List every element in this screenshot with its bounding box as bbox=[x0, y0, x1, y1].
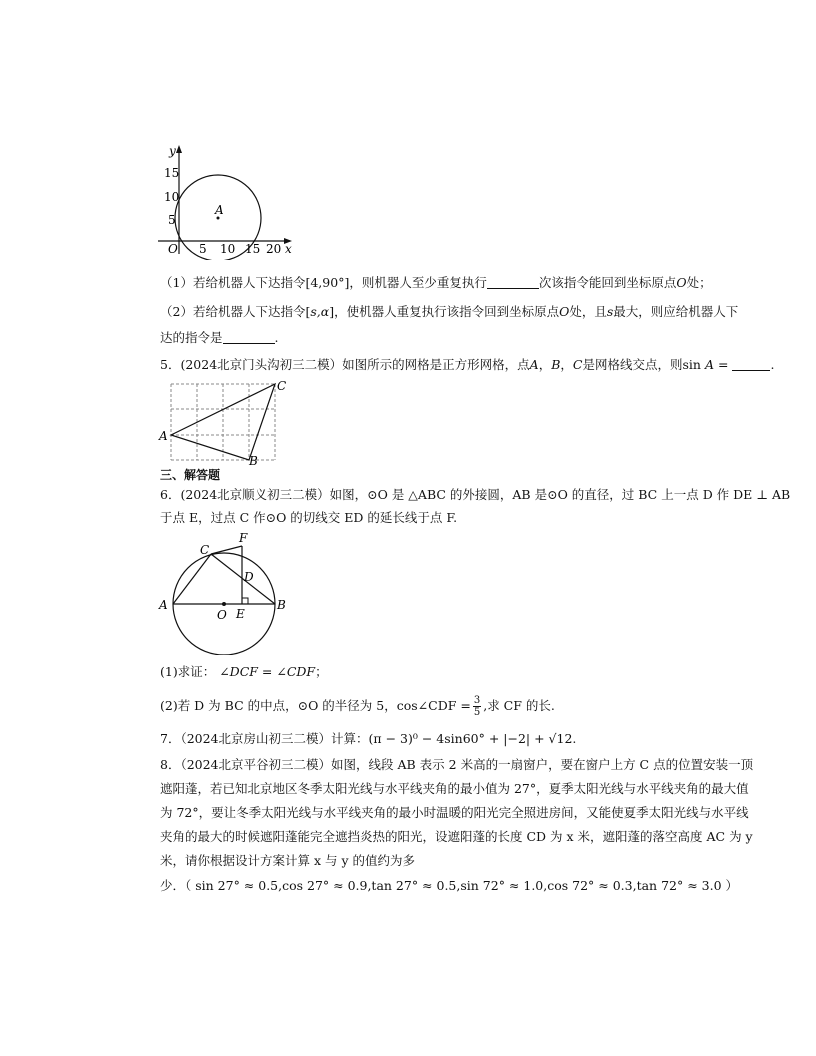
label-f: F bbox=[239, 531, 248, 545]
point-a-label: A bbox=[215, 203, 224, 217]
question-6-part2: (2)若 D 为 BC 的中点，⊙O 的半径为 5，cos∠CDF = $\frac{3}{5}$ ,求 CF 的长. bbox=[160, 695, 555, 718]
label-b: B bbox=[277, 598, 286, 612]
q4-part2-line2: 达的指令是 . bbox=[160, 330, 279, 345]
x-axis-label: x bbox=[285, 242, 292, 256]
label-o: O bbox=[217, 608, 227, 622]
grid-figure bbox=[158, 378, 293, 468]
y-axis-arrow bbox=[176, 145, 182, 153]
question-6-line1: 6．(2024北京顺义初三二模）如图，⊙O 是 △ABC 的外接圆，AB 是⊙O 的直径，过 BC 上一点 D 作 DE ⊥ AB bbox=[160, 487, 791, 502]
origin-label: O bbox=[168, 242, 178, 256]
question-8-line4: 夹角的最大的时候遮阳蓬能完全遮挡炎热的阳光，设遮阳蓬的长度 CD 为 x 米，遮阳蓬的落空高度 AC 为 y bbox=[160, 829, 753, 844]
q4-part1: （1）若给机器人下达指令[4,90°]，则机器人至少重复执行 次该指令能回到坐标原点O处； bbox=[160, 275, 712, 290]
segment-ac bbox=[173, 554, 211, 604]
label-a: A bbox=[159, 429, 168, 443]
answer-blank[interactable] bbox=[732, 357, 770, 371]
question-8-line1: 8．（2024北京平谷初三二模）如图，线段 AB 表示 2 米高的一扇窗户，要在窗户上方 C 点的位置安装一顶 bbox=[160, 757, 754, 772]
label-e: E bbox=[236, 607, 245, 621]
label-c: C bbox=[200, 543, 210, 557]
question-8-line3: 为 72°，要让冬季太阳光线与水平线夹角的最小时温暖的阳光完全照进房间，又能使夏季太阳光线与水平线 bbox=[160, 805, 749, 820]
answer-blank[interactable] bbox=[223, 330, 275, 344]
question-6-line2: 于点 E，过点 C 作⊙O 的切线交 ED 的延长线于点 F. bbox=[160, 510, 458, 525]
y-tick-15: 15 bbox=[164, 166, 180, 180]
y-tick-5: 5 bbox=[168, 213, 176, 227]
q4-part2: （2）若给机器人下达指令[s,α]，使机器人重复执行该指令回到坐标原点O处，且s最大，则应给机器人下 bbox=[160, 304, 739, 319]
fraction: $\frac{3}{5}$ bbox=[473, 695, 481, 718]
label-a: A bbox=[159, 598, 168, 612]
grid-lines bbox=[171, 384, 275, 460]
circle-figure bbox=[158, 530, 293, 655]
question-7: 7．（2024北京房山初三二模）计算：(π − 3)⁰ − 4sin60° + |−2| + √12. bbox=[160, 731, 577, 746]
question-8-line6: 少．（ sin 27° ≈ 0.5,cos 27° ≈ 0.9,tan 27° ≈ 0.5,sin 72° ≈ 1.0,cos 72° ≈ 0.3,tan 72° ≈ 3.0 ） bbox=[160, 878, 738, 893]
x-tick-5: 5 bbox=[199, 242, 207, 256]
y-tick-10: 10 bbox=[164, 190, 180, 204]
x-tick-20: 20 bbox=[266, 242, 282, 256]
answer-blank[interactable] bbox=[487, 275, 539, 289]
segment-cb bbox=[211, 554, 275, 604]
y-axis-label: y bbox=[169, 144, 176, 158]
x-tick-15: 15 bbox=[245, 242, 261, 256]
coordinate-figure bbox=[158, 142, 298, 260]
label-b: B bbox=[249, 454, 258, 468]
right-angle-mark bbox=[242, 598, 248, 604]
question-5: 5．(2024北京门头沟初三二模）如图所示的网格是正方形网格，点A，B，C是网格线交点，则sin A = . bbox=[160, 357, 775, 372]
label-c: C bbox=[277, 379, 287, 393]
question-8-line5: 米，请你根据设计方案计算 x 与 y 的值约为多 bbox=[160, 853, 416, 868]
question-8-line2: 遮阳蓬，若已知北京地区冬季太阳光线与水平线夹角的最小值为 27°，夏季太阳光线与水平线夹角的最大值 bbox=[160, 781, 749, 796]
section-heading: 三、解答题 bbox=[160, 468, 221, 482]
x-tick-10: 10 bbox=[220, 242, 236, 256]
center-dot bbox=[222, 602, 226, 606]
label-d: D bbox=[244, 570, 254, 584]
question-6-part1: (1)求证： ∠DCF = ∠CDF； bbox=[160, 664, 328, 679]
